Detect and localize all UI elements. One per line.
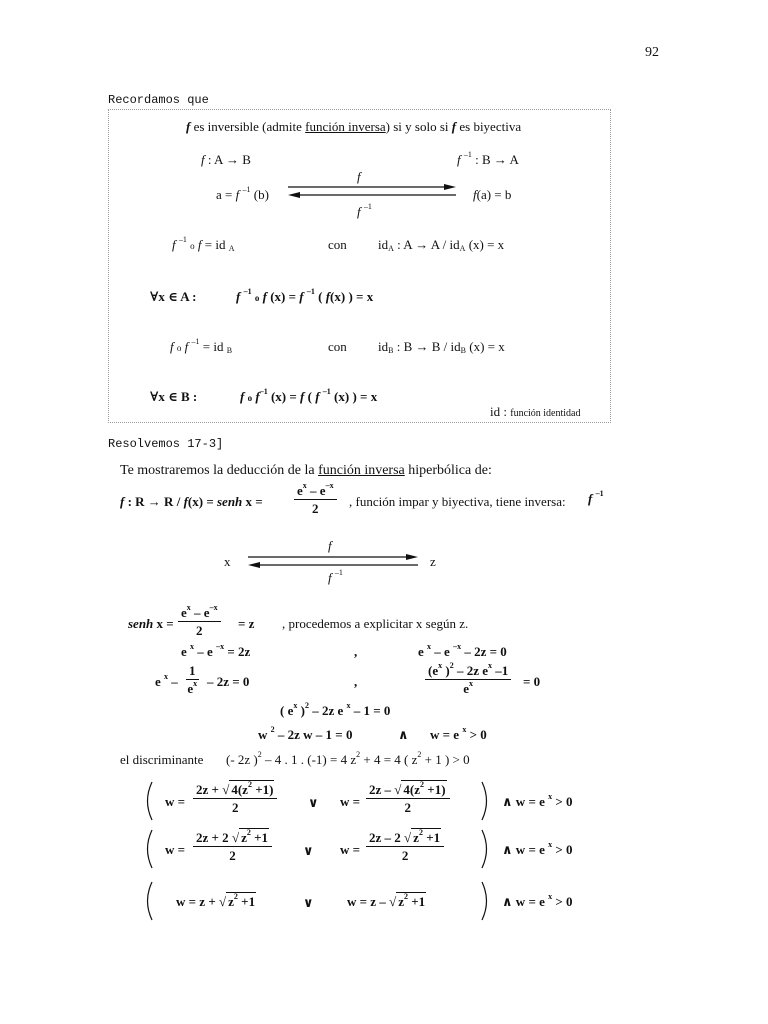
equation-2-left: e $^x$ –: [155, 672, 178, 689]
solution1-w1-label: w =: [165, 794, 186, 809]
a-equals: a = f $^{-1}$ (b): [216, 185, 269, 202]
funcion-inversa-link-2: función inversa: [318, 463, 405, 478]
right-paren-3: [480, 881, 492, 921]
left-paren-2: [142, 829, 154, 869]
fa-equals: f(a) = b: [473, 187, 512, 202]
explicitar-note: , procedemos a explicitar x según z.: [282, 616, 469, 631]
inversible-statement: f es inversible (admite función inversa) si y solo si f es biyectiva: [186, 119, 522, 134]
equation-3: ( $e^x$ )$^2$ – 2z e $^x$ – 1 = 0: [280, 701, 391, 718]
composition-a: f $^{-1}$ o f = id $_A$: [172, 235, 235, 253]
or-symbol-1: ∨: [308, 795, 319, 810]
senh-equation: senh x =: [128, 616, 174, 631]
forall-b-expression: f o $f^{-1}$ (x) = f ( f $^{-1}$ (x) ) = x: [240, 387, 378, 404]
equation-4: w $^2$ – 2z w – 1 = 0: [258, 725, 353, 742]
right-paren-1: [480, 781, 492, 821]
page-number: 92: [645, 45, 659, 60]
map-f: f : A → B: [201, 152, 251, 167]
idb-definition: $id_B$ : $B \to B / id_B$ (x) = x: [378, 339, 505, 355]
discriminant-label: el discriminante: [120, 752, 204, 767]
arrow2-top-label: f: [328, 538, 332, 553]
senh-equation-fraction: $\frac{e^x - e^{-x}}{2}$: [178, 606, 221, 637]
con-label-1: con: [328, 237, 347, 252]
arrow-x-label: x: [224, 554, 231, 569]
senh-definition-fraction: $\frac{e^x - e^{-x}}{2}$: [294, 484, 337, 515]
bidirectional-arrows: [288, 183, 458, 199]
identity-note: id : función identidad: [490, 404, 581, 419]
forall-a: ∀x ∈ A :: [150, 289, 197, 304]
solution3-plus: w = z + √ $z^2 +1$: [176, 892, 256, 909]
solution2-w2-label: w =: [340, 842, 361, 857]
arrow-top-label: f: [357, 169, 361, 184]
bidirectional-arrows-2: [248, 553, 420, 569]
ida-definition: $id_A$ : $A \to A / id_A$ (x) = x: [378, 237, 505, 253]
solution3-minus: w = z – √ $z^2 +1$: [347, 892, 426, 909]
solution1-fraction-plus: $\frac{2z + √ 4(z^2 +1)}{2}$: [193, 783, 277, 814]
arrow-bottom-label: f $^{-1}$: [357, 202, 372, 219]
and-symbol-1: ∧: [398, 727, 409, 742]
inverse-symbol: f $^{-1}$: [588, 489, 604, 506]
equation-2-fraction: $\frac{1}{e^x}$: [187, 663, 198, 696]
solution2-w1-label: w =: [165, 842, 186, 857]
con-label-2: con: [328, 339, 347, 354]
map-f-inverse: f $^{-1}$ : B → A: [457, 150, 519, 167]
solution1-w2-label: w =: [340, 794, 361, 809]
forall-a-expression: f $^{-1}$ o f (x) = f $^{-1}$ ( f(x) ) = x: [236, 287, 374, 304]
intro-text: Te mostraremos la deducción de la función inversa hiperbólica de:: [120, 463, 492, 478]
equation-1: e $^x$ – e $^{-x}$ = 2z: [181, 642, 251, 659]
arrow2-bottom-label: f $^{-1}$: [328, 568, 343, 585]
composition-b: f o f $^{-1}$ = id $_B$: [170, 337, 233, 355]
or-symbol-3: ∨: [303, 895, 314, 910]
senh-definition-note: , función impar y biyectiva, tiene inversa:: [349, 494, 566, 509]
section-heading-resolvemos: Resolvemos 17-3]: [108, 437, 224, 451]
equation-2-right: – 2z = 0: [207, 674, 250, 689]
discriminant-expression: (- 2z )$^2$ – 4 . 1 . (-1) = 4 $z^2 + 4 = 4$ ( $z^2 + 1$ ) > 0: [226, 750, 470, 767]
solution2-fraction-plus: $\frac{2z + 2 √ z^2 +1}{2}$: [193, 831, 272, 862]
comma-2: ,: [354, 674, 358, 689]
arrow-z-label: z: [430, 554, 436, 569]
solution3-condition: ∧ w = e $^x$ > 0: [502, 892, 573, 909]
solution2-fraction-minus: $\frac{2z - 2 √ z^2 +1}{2}$: [366, 831, 444, 862]
equation-1b: e $^x$ – e $^{-x}$ – 2z = 0: [418, 642, 507, 659]
definition-box: [108, 109, 611, 423]
equation-2b-fraction: $\frac{(e^x )^2 - 2z e^x -1}{e^x}$: [425, 664, 511, 695]
equation-2b-right: = 0: [523, 674, 541, 689]
solution1-condition: ∧ w = e $^x$ > 0: [502, 792, 573, 809]
or-symbol-2: ∨: [303, 843, 314, 858]
equals-z: = z: [238, 616, 255, 631]
w-positive: w = e $^x$ > 0: [430, 725, 487, 742]
section-heading-recordamos: Recordamos que: [108, 93, 209, 107]
senh-definition: f : R → R / f(x) = senh x =: [120, 494, 263, 509]
right-paren-2: [480, 829, 492, 869]
left-paren-1: [142, 781, 154, 821]
funcion-inversa-link: función inversa: [305, 119, 386, 134]
left-paren-3: [142, 881, 154, 921]
forall-b: ∀x ∈ B :: [150, 389, 198, 404]
solution1-fraction-minus: $\frac{2z - √ 4(z^2 +1)}{2}$: [366, 783, 450, 814]
solution2-condition: ∧ w = e $^x$ > 0: [502, 840, 573, 857]
comma-1: ,: [354, 644, 358, 659]
